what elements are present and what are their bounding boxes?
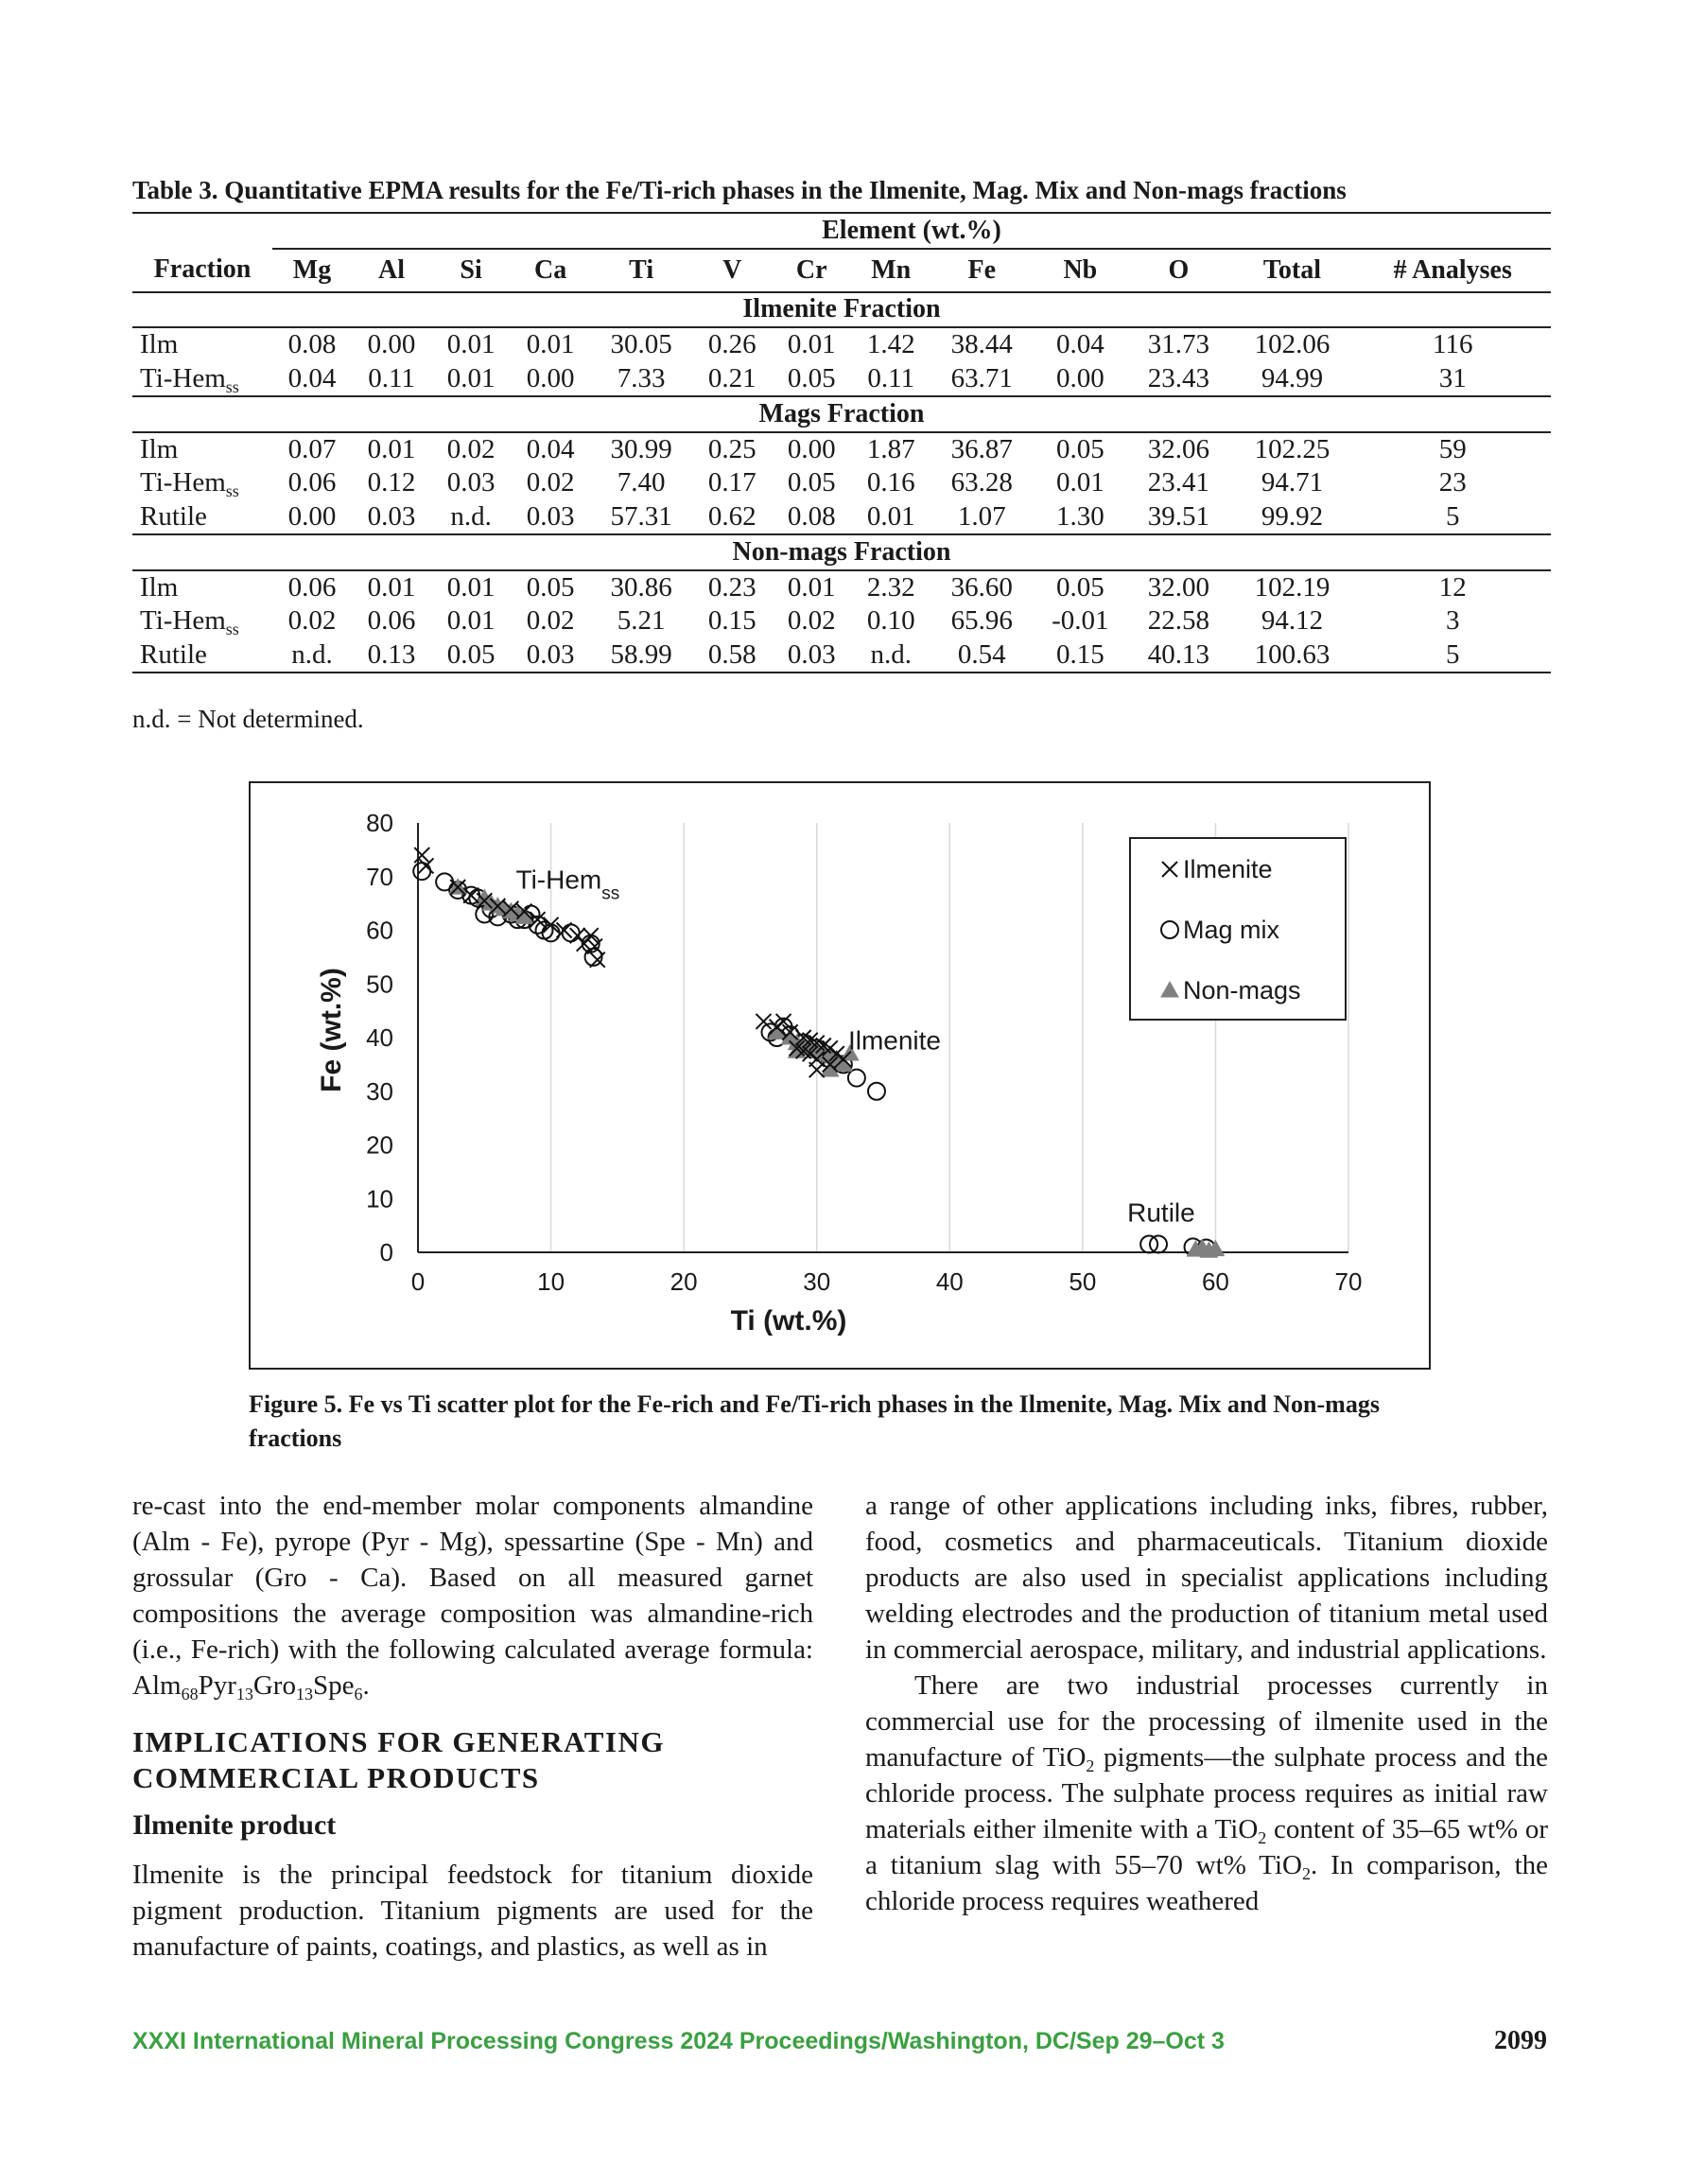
column-header: Si [431, 249, 511, 292]
table-cell: 94.71 [1261, 467, 1324, 498]
table-cell: 0.03 [511, 500, 590, 535]
table-cell: 0.06 [367, 605, 416, 637]
table-cell: 59 [1438, 433, 1467, 464]
fraction-phase-cell: Rutile [132, 500, 272, 535]
table-cell: 23 [1438, 467, 1467, 498]
table-cell: 99.92 [1229, 500, 1354, 535]
header-group-row [132, 213, 1551, 249]
fraction-phase-cell: Ilm [140, 433, 179, 464]
processes-text-c: content of 35–65 wt% or a titanium slag with 55–70 wt% TiO [865, 1814, 1548, 1880]
table-cell: 58.99 [590, 638, 692, 673]
table-cell: 0.05 [526, 571, 575, 603]
y-tick-label: 30 [366, 1076, 393, 1106]
data-point [414, 847, 429, 863]
column-header: Cr [772, 249, 851, 292]
data-point [570, 928, 585, 943]
garnet-paragraph-end: . [362, 1670, 370, 1701]
table-cell: 0.23 [707, 571, 757, 603]
formula-component: Alm [132, 1670, 182, 1701]
table-cell: 0.21 [692, 362, 772, 397]
table-cell: 0.01 [446, 571, 496, 603]
y-tick-label: 40 [366, 1023, 393, 1052]
table-cell: 0.06 [287, 467, 337, 498]
table-cell: 57.31 [590, 500, 692, 535]
table-cell: 116 [1433, 329, 1473, 360]
data-point [848, 1070, 865, 1087]
column-header: Mg [272, 249, 352, 292]
data-point [463, 888, 478, 903]
y-tick-label: 10 [366, 1184, 393, 1214]
table-cell: 30.05 [610, 329, 672, 360]
section-row [132, 534, 1551, 570]
table-cell: 12 [1438, 571, 1467, 603]
table-cell: 39.51 [1127, 500, 1229, 535]
x-tick-label: 70 [1334, 1267, 1363, 1296]
table-cell: 32.00 [1147, 571, 1209, 603]
formula-subscript: 13 [295, 1685, 313, 1704]
table-cell: 31.73 [1147, 329, 1209, 360]
fraction-phase-cell: Ti-Hem$_{ss}$ [140, 605, 239, 639]
annotation-subscript: ss [601, 882, 620, 903]
fraction-phase-cell: Ti-Hem$_{ss}$ [132, 362, 272, 397]
table-body [132, 292, 1551, 673]
table-cell: 0.01 [431, 362, 511, 397]
x-tick-label: 60 [1201, 1267, 1229, 1296]
right-column [865, 1488, 1548, 1919]
table-row [132, 570, 1551, 605]
table-cell: 0.10 [866, 605, 915, 637]
formula-subscript: 6 [354, 1685, 363, 1704]
table-cell: 0.62 [692, 500, 772, 535]
table-cell: 102.19 [1254, 571, 1330, 603]
table-cell: 0.04 [1055, 329, 1104, 360]
table-row [132, 327, 1551, 362]
column-header: O [1127, 249, 1229, 292]
table-caption: Table 3. Quantitative EPMA results for the Fe/Ti-rich phases in the Ilmenite, Mag. Mix and Non-mags fractions [132, 176, 1347, 204]
column-header: Fe [930, 249, 1033, 292]
formula-component: Spe [312, 1670, 355, 1701]
fraction-phase-cell: Ilm [140, 571, 179, 603]
table-cell: 0.01 [1055, 467, 1104, 498]
column-header-row [132, 249, 1551, 292]
table-cell: 5 [1354, 638, 1551, 673]
table-row [132, 604, 1551, 638]
section-title: Mags Fraction [132, 396, 1551, 432]
table-cell: 0.02 [787, 605, 836, 637]
table-cell: 0.00 [1033, 362, 1127, 397]
data-point [583, 928, 599, 943]
table-cell: 0.01 [367, 571, 416, 603]
x-tick-label: 20 [670, 1267, 698, 1296]
tio2-subscript: 2 [1086, 1756, 1095, 1775]
table-cell: 23.43 [1127, 362, 1229, 397]
table-cell: 3 [1445, 605, 1460, 637]
tio2-subscript: 2 [1258, 1828, 1267, 1847]
x-tick-label: 40 [935, 1267, 964, 1296]
element-group-header: Element (wt.%) [272, 213, 1551, 249]
table-cell: 0.15 [1033, 638, 1127, 673]
table-cell: 0.01 [787, 329, 836, 360]
table-cell: 40.13 [1127, 638, 1229, 673]
x-tick-label: 10 [537, 1267, 565, 1296]
table-cell: 0.03 [446, 467, 496, 498]
page-number: 2099 [1494, 2026, 1547, 2055]
column-header: Mn [851, 249, 930, 292]
table-cell: 0.00 [787, 433, 836, 464]
column-header: Nb [1033, 249, 1127, 292]
phase-subscript: ss [225, 376, 239, 396]
table-cell: 0.08 [287, 329, 337, 360]
table-cell: 1.42 [866, 329, 915, 360]
table-row [132, 432, 1551, 467]
table-cell: 0.03 [352, 500, 431, 535]
table-cell: 100.63 [1229, 638, 1354, 673]
table-cell: n.d. [431, 500, 511, 535]
table-cell: 0.01 [367, 433, 416, 464]
section-row [132, 292, 1551, 328]
section-heading-line-2: COMMERCIAL PRODUCTS [132, 1761, 540, 1794]
table-cell: 0.02 [446, 433, 496, 464]
x-tick-label: 50 [1069, 1267, 1097, 1296]
garnet-formula [132, 1670, 363, 1704]
table-cell: 65.96 [950, 605, 1013, 637]
figure-caption: Figure 5. Fe vs Ti scatter plot for the Fe-rich and Fe/Ti-rich phases in the Ilmenite, Mag. Mix and Non-mags fractions [249, 1390, 1380, 1452]
table-cell: 0.05 [772, 362, 851, 397]
scatter-chart [251, 783, 1429, 1368]
table-cell: 0.01 [787, 571, 836, 603]
table-cell: 0.06 [287, 571, 337, 603]
column-header: V [692, 249, 772, 292]
table-cell: 5 [1354, 500, 1551, 535]
column-header: # Analyses [1354, 249, 1551, 292]
y-tick-label: 60 [366, 916, 393, 945]
y-axis-label: Fe (wt.%) [316, 968, 347, 1092]
table-cell: 32.06 [1147, 433, 1209, 464]
table-cell: 0.01 [446, 605, 496, 637]
table-cell: 102.25 [1254, 433, 1330, 464]
table-cell: 0.05 [787, 467, 836, 498]
table-cell: 0.07 [287, 433, 337, 464]
table-cell: 0.26 [707, 329, 757, 360]
table-cell: 0.11 [352, 362, 431, 397]
x-axis-label: Ti (wt.%) [730, 1305, 847, 1337]
table-cell: 0.13 [352, 638, 431, 673]
processes-paragraph [865, 1668, 1548, 1919]
table-cell: 0.00 [511, 362, 590, 397]
table-cell: 0.00 [272, 500, 352, 535]
phase-subscript: ss [225, 620, 239, 639]
table-cell: 2.32 [866, 571, 915, 603]
column-header: Al [352, 249, 431, 292]
section-heading [132, 1724, 813, 1796]
column-header: Total [1229, 249, 1354, 292]
y-tick-label: 70 [366, 862, 393, 891]
table-cell: 30.86 [610, 571, 672, 603]
table-row [132, 638, 1551, 673]
data-point [413, 863, 430, 880]
table-cell: 0.58 [692, 638, 772, 673]
fraction-phase-cell: Ti-Hem$_{ss}$ [140, 467, 239, 501]
table-cell: 38.44 [950, 329, 1013, 360]
table-cell: 0.54 [930, 638, 1033, 673]
table-cell: 7.33 [590, 362, 692, 397]
table-cell: 0.11 [851, 362, 930, 397]
table-cell: 0.02 [287, 605, 337, 637]
table-cell: 31 [1354, 362, 1551, 397]
tio2-subscript: 2 [1301, 1864, 1311, 1883]
legend-label: Non-mags [1183, 976, 1301, 1005]
column-header: Ti [590, 249, 692, 292]
garnet-paragraph [132, 1488, 813, 1704]
processes-text-a: There are two industrial processes currently in commercial use for the processing of ilmenite used in the manufacture of TiO [865, 1670, 1548, 1773]
chart-annotation: Rutile [1127, 1197, 1195, 1228]
table-row [132, 500, 1551, 535]
table-cell: n.d. [851, 638, 930, 673]
table-cell: 0.12 [367, 467, 416, 498]
table-cell: 0.01 [446, 329, 496, 360]
table-row [132, 466, 1551, 500]
applications-paragraph: a range of other applications including inks, fibres, rubber, food, cosmetics and pharmaceuticals. Titanium dioxide products are also used in specialist applications including welding electrodes and the production of titanium metal used in commercial aerospace, military, and industrial applications. [865, 1491, 1548, 1665]
left-column [132, 1488, 813, 1965]
chart-annotation: Ti-Hem$_{ss}$ [515, 865, 620, 903]
table-note: n.d. = Not determined. [132, 705, 364, 733]
y-tick-label: 80 [366, 809, 393, 837]
table-cell: 0.08 [772, 500, 851, 535]
section-heading-line-1: IMPLICATIONS FOR GENERATING [132, 1725, 665, 1758]
processes-text-b: pigments—the sulphate process and the chloride process. The sulphate process requires as initial raw materials either ilmenite with a TiO [865, 1742, 1548, 1844]
table-cell: 0.25 [707, 433, 757, 464]
fraction-phase-cell: Ilm [140, 329, 179, 360]
section-row [132, 396, 1551, 432]
fraction-phase-cell: Rutile [132, 638, 272, 673]
table-cell: 7.40 [617, 467, 666, 498]
epma-results-table [132, 212, 1551, 673]
table-cell: 1.07 [930, 500, 1033, 535]
table-cell: 0.05 [1055, 571, 1104, 603]
processes-text-d: . In comparison, the chloride process requires weathered [865, 1850, 1548, 1916]
subsection-heading: Ilmenite product [132, 1809, 337, 1841]
table-row [132, 362, 1551, 397]
formula-subscript: 68 [181, 1685, 199, 1704]
formula-component: Gro [252, 1670, 296, 1701]
table-cell: 36.60 [950, 571, 1013, 603]
table-cell: -0.01 [1052, 605, 1109, 637]
legend-label: Ilmenite [1183, 855, 1273, 883]
ilmenite-paragraph: Ilmenite is the principal feedstock for titanium dioxide pigment production. Titanium pigments are used for the manufacture of paints, coatings, and plastics, as well as in [132, 1860, 813, 1962]
table-cell: 30.99 [610, 433, 672, 464]
section-title: Non-mags Fraction [132, 534, 1551, 570]
table-cell: 0.04 [526, 433, 575, 464]
table-cell: 0.17 [707, 467, 757, 498]
footer-text: XXXI International Mineral Processing Congress 2024 Proceedings/Washington, DC/Sep 29–Oct 3 [132, 2028, 1225, 2054]
table-cell: 0.16 [866, 467, 915, 498]
table-cell: 63.71 [930, 362, 1033, 397]
table-cell: 63.28 [950, 467, 1013, 498]
column-header: Ca [511, 249, 590, 292]
table-cell: 0.01 [526, 329, 575, 360]
table-cell: 0.05 [431, 638, 511, 673]
phase-subscript: ss [225, 481, 239, 501]
table-cell: 0.02 [526, 605, 575, 637]
data-point [418, 858, 433, 873]
table-cell: 1.87 [866, 433, 915, 464]
header-blank [132, 213, 272, 249]
x-tick-label: 0 [410, 1267, 426, 1296]
table-cell: 94.99 [1229, 362, 1354, 397]
table-cell: 0.03 [511, 638, 590, 673]
table-cell: n.d. [272, 638, 352, 673]
table-cell: 0.00 [367, 329, 416, 360]
table-cell: 1.30 [1033, 500, 1127, 535]
column-header: Fraction [132, 249, 272, 292]
data-point [868, 1083, 885, 1100]
table-cell: 94.12 [1261, 605, 1324, 637]
figure-frame [249, 781, 1431, 1370]
section-title: Ilmenite Fraction [132, 292, 1551, 328]
table-cell: 36.87 [950, 433, 1013, 464]
table-cell: 102.06 [1254, 329, 1330, 360]
legend-label: Mag mix [1183, 916, 1280, 944]
table-cell: 0.05 [1055, 433, 1104, 464]
garnet-paragraph-text: re-cast into the end-member molar components almandine (Alm - Fe), pyrope (Pyr - Mg), spessartine (Spe - Mn) and grossular (Gro - Ca). Based on all measured garnet compositions the average composition was almandine-rich (i.e., Fe-rich) with the following calculated average formula: [132, 1491, 813, 1665]
data-point [563, 924, 580, 941]
table-cell: 0.02 [526, 467, 575, 498]
formula-component: Pyr [198, 1670, 236, 1701]
y-tick-label: 0 [379, 1238, 393, 1267]
table-cell: 0.15 [707, 605, 757, 637]
table-header [132, 213, 1551, 292]
formula-subscript: 13 [235, 1685, 253, 1704]
y-tick-label: 50 [366, 970, 393, 999]
table-cell: 0.03 [772, 638, 851, 673]
table-cell: 0.04 [272, 362, 352, 397]
chart-annotation: Ilmenite [847, 1025, 941, 1056]
x-tick-label: 30 [803, 1267, 831, 1296]
table-cell: 0.01 [851, 500, 930, 535]
table-cell: 22.58 [1147, 605, 1209, 637]
table-cell: 23.41 [1147, 467, 1209, 498]
y-tick-label: 20 [366, 1130, 393, 1160]
table-cell: 5.21 [617, 605, 666, 637]
